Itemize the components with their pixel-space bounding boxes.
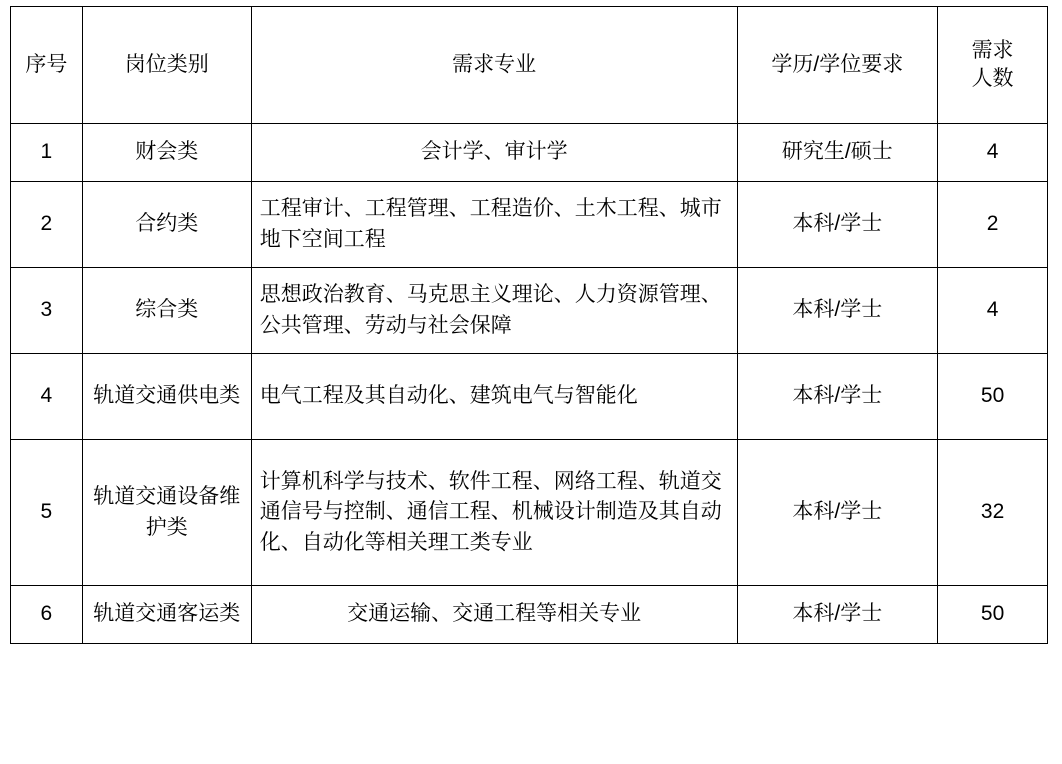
cell-index: 3 bbox=[11, 268, 83, 354]
table-row bbox=[11, 586, 1048, 644]
cell-education: 本科/学士 bbox=[737, 440, 938, 586]
recruitment-demand-table bbox=[10, 6, 1048, 644]
cell-category: 合约类 bbox=[82, 182, 251, 268]
cell-category: 轨道交通供电类 bbox=[82, 354, 251, 440]
cell-count: 2 bbox=[938, 182, 1048, 268]
cell-major: 交通运输、交通工程等相关专业 bbox=[251, 586, 737, 644]
column-header-major: 需求专业 bbox=[251, 7, 737, 124]
cell-index: 1 bbox=[11, 124, 83, 182]
column-header-education: 学历/学位要求 bbox=[737, 7, 938, 124]
table-header-row bbox=[11, 7, 1048, 124]
column-header-count-line1: 需求 bbox=[971, 38, 1014, 62]
cell-category: 轨道交通客运类 bbox=[82, 586, 251, 644]
table-row bbox=[11, 182, 1048, 268]
cell-education: 本科/学士 bbox=[737, 182, 938, 268]
cell-index: 6 bbox=[11, 586, 83, 644]
cell-index: 5 bbox=[11, 440, 83, 586]
cell-education: 本科/学士 bbox=[737, 354, 938, 440]
column-header-count bbox=[938, 7, 1048, 124]
cell-count: 4 bbox=[938, 268, 1048, 354]
cell-index: 4 bbox=[11, 354, 83, 440]
column-header-count-line2: 人数 bbox=[971, 67, 1014, 90]
table-row bbox=[11, 124, 1048, 182]
cell-major: 电气工程及其自动化、建筑电气与智能化 bbox=[251, 354, 737, 440]
cell-index: 2 bbox=[11, 182, 83, 268]
cell-education: 本科/学士 bbox=[737, 268, 938, 354]
cell-education: 研究生/硕士 bbox=[737, 124, 938, 182]
cell-major: 思想政治教育、马克思主义理论、人力资源管理、公共管理、劳动与社会保障 bbox=[251, 268, 737, 354]
cell-major: 计算机科学与技术、软件工程、网络工程、轨道交通信号与控制、通信工程、机械设计制造及其自动化、自动化等相关理工类专业 bbox=[251, 440, 737, 586]
table-row bbox=[11, 354, 1048, 440]
table-body bbox=[11, 124, 1048, 644]
cell-count: 32 bbox=[938, 440, 1048, 586]
table-row bbox=[11, 268, 1048, 354]
cell-education: 本科/学士 bbox=[737, 586, 938, 644]
column-header-category: 岗位类别 bbox=[82, 7, 251, 124]
cell-major: 工程审计、工程管理、工程造价、土木工程、城市地下空间工程 bbox=[251, 182, 737, 268]
cell-category: 财会类 bbox=[82, 124, 251, 182]
cell-count: 50 bbox=[938, 586, 1048, 644]
cell-count: 50 bbox=[938, 354, 1048, 440]
cell-category: 轨道交通设备维护类 bbox=[82, 440, 251, 586]
table-header bbox=[11, 7, 1048, 124]
table-row bbox=[11, 440, 1048, 586]
column-header-index: 序号 bbox=[11, 7, 83, 124]
cell-count: 4 bbox=[938, 124, 1048, 182]
cell-category: 综合类 bbox=[82, 268, 251, 354]
cell-major: 会计学、审计学 bbox=[251, 124, 737, 182]
